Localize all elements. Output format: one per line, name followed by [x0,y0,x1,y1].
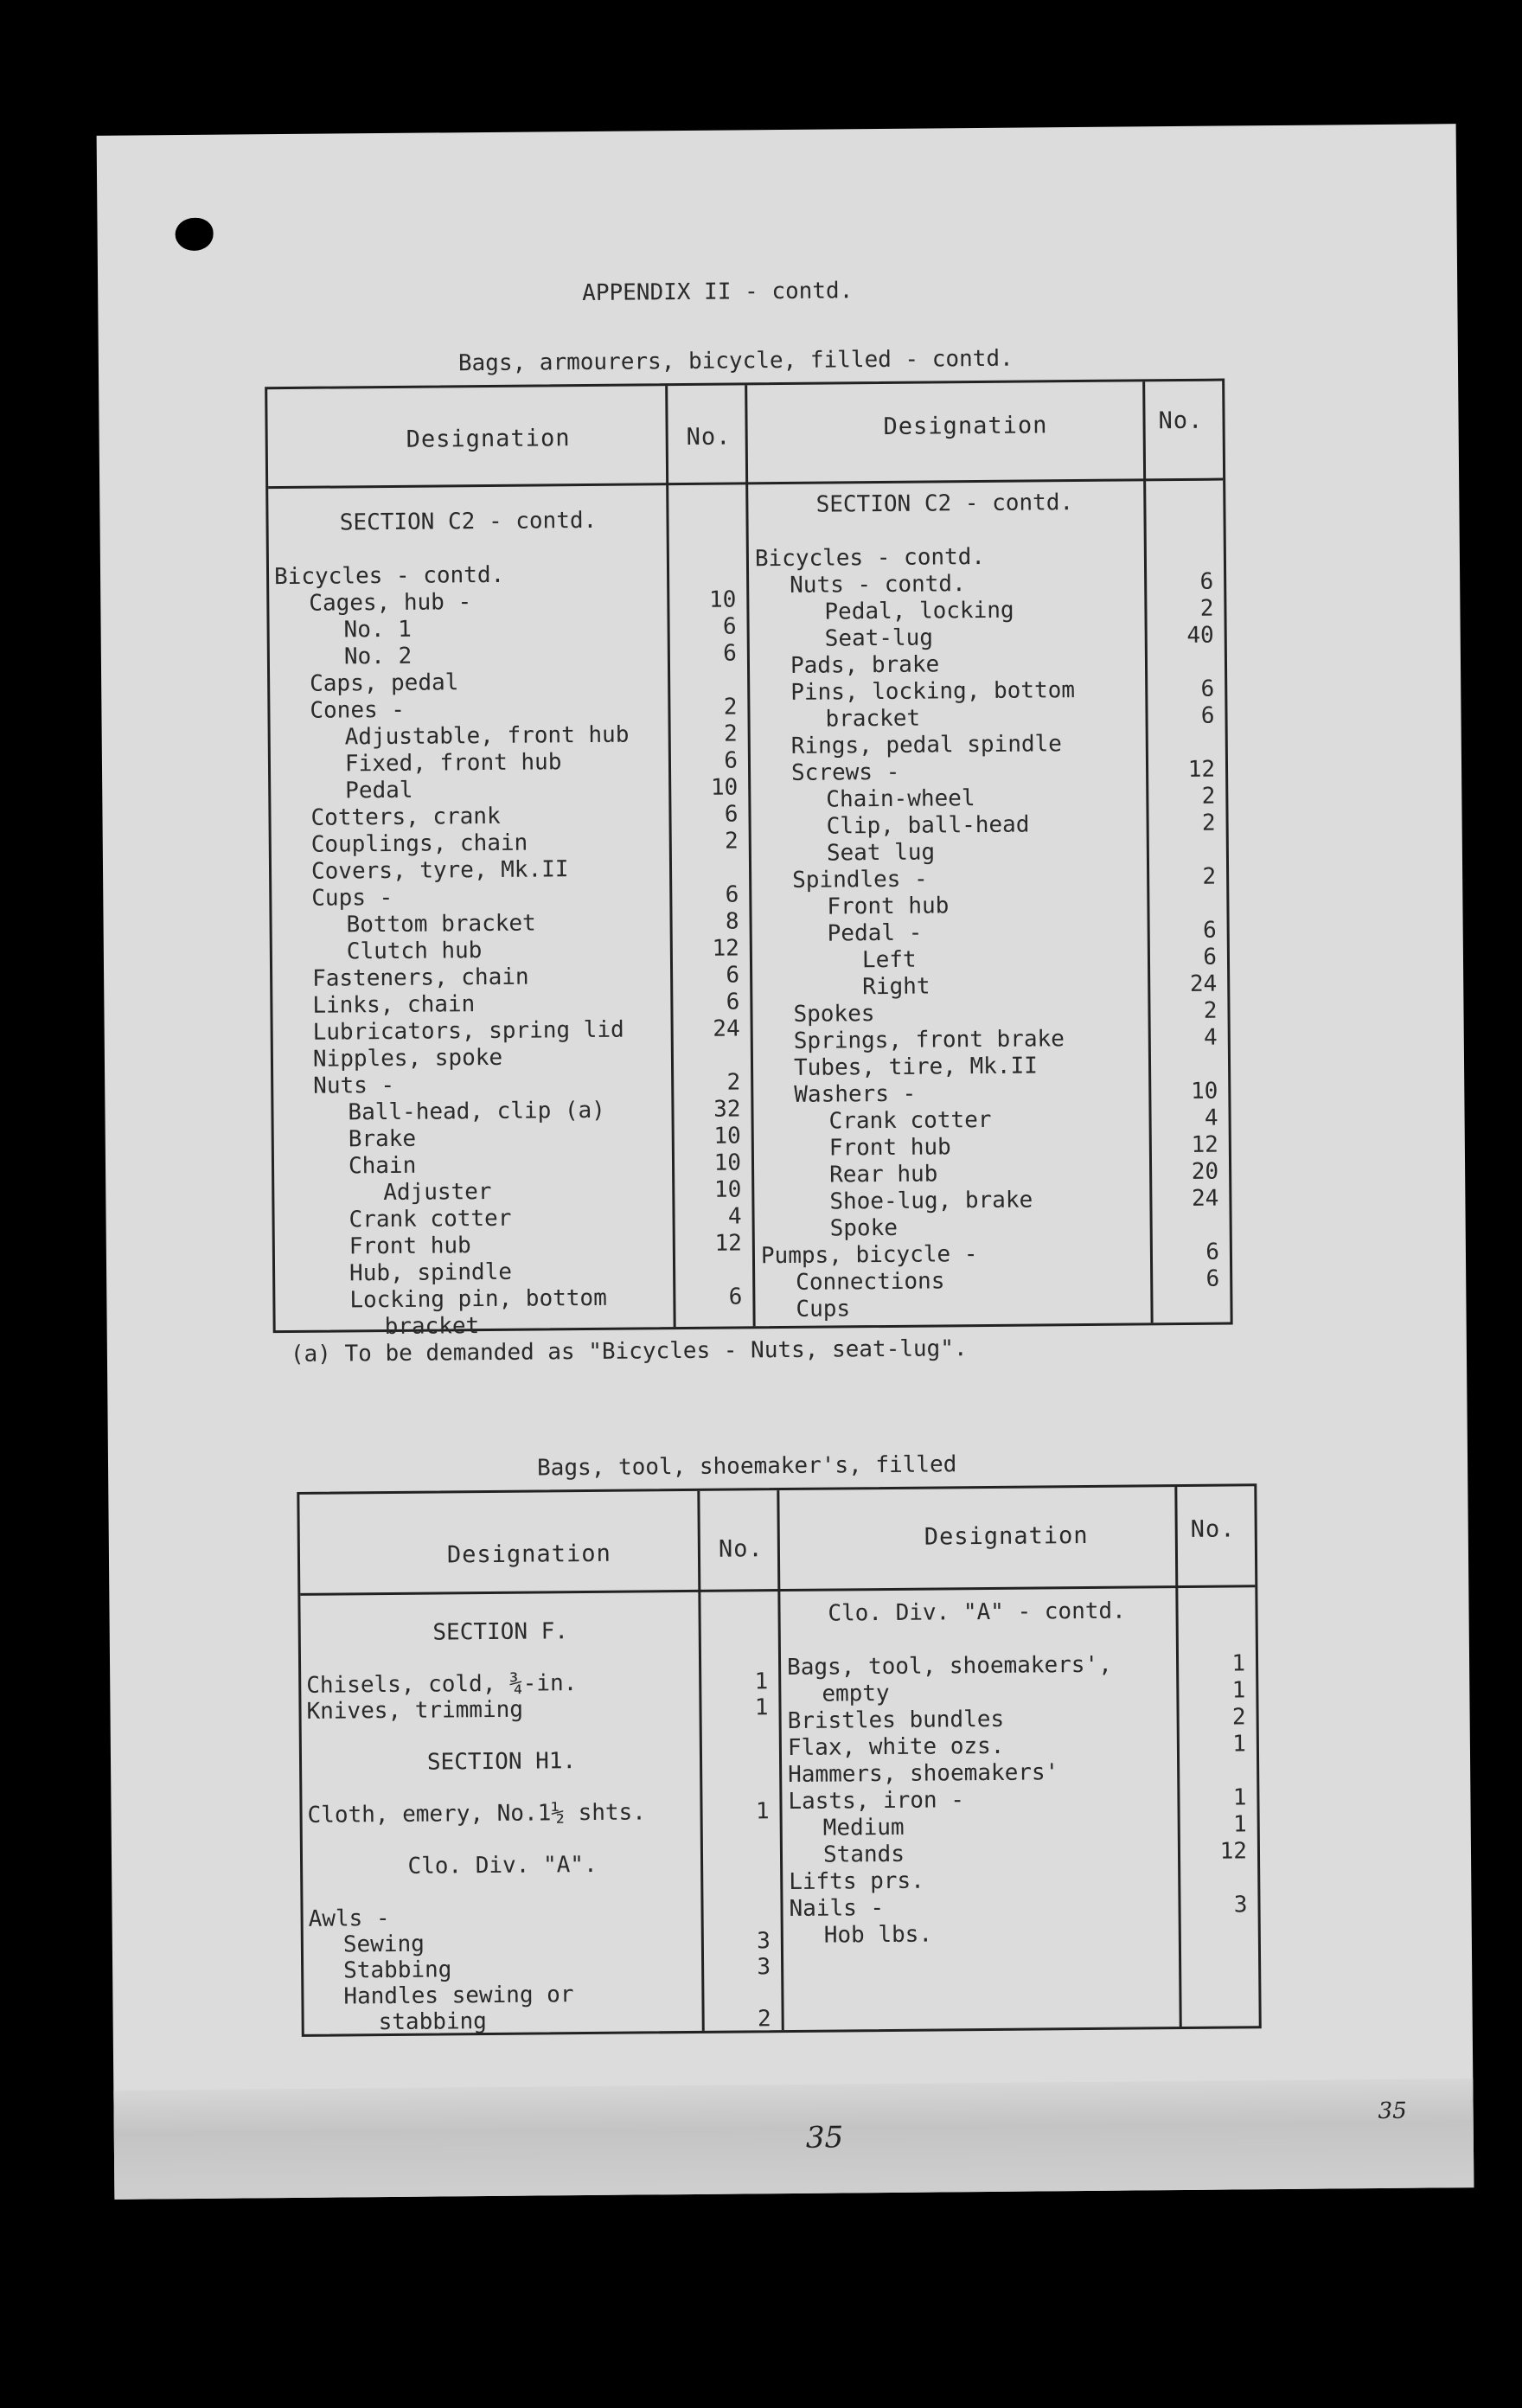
table1-header-designation-left: Designation [406,425,571,453]
table1-left-designation: Locking pin, bottom [349,1284,607,1314]
table2-left-quantity: 1 [754,1668,769,1695]
table2-right-designation: Bags, tool, shoemakers', [786,1651,1112,1681]
table1-right-designation: Spokes [793,1001,875,1028]
table1-left-designation: Cones - [310,696,406,724]
table1-left-designation: No. 2 [343,643,412,670]
table1-right-designation: Spoke [829,1214,898,1242]
table2-vrule-1 [697,1491,704,2031]
table1-left-quantity: 6 [726,989,740,1015]
table1-left-designation: Ball-head, clip (a) [348,1097,606,1126]
table1-vrule-3 [1142,381,1153,1322]
table1-left-designation: Nuts - [313,1072,395,1099]
table1-left-designation: Adjustable, front hub [344,721,630,751]
table1-left-quantity: 6 [724,801,739,828]
table1-right-designation: Spindles - [792,866,928,893]
table1-right-designation: Seat-lug [824,624,934,652]
table1-left-designation: SECTION C2 - contd. [339,507,598,536]
table1-left-quantity: 10 [713,1150,742,1176]
table1-right-designation: Front hub [828,1134,951,1162]
table2-header-designation-left: Designation [446,1540,611,1569]
table1-right-quantity: 4 [1204,1105,1218,1131]
table1-footnote: (a) To be demanded as "Bicycles - Nuts, seat-lug". [290,1335,968,1368]
table2-right-quantity: 1 [1232,1784,1247,1811]
table1-right-quantity: 4 [1203,1024,1218,1051]
table1-left-quantity: 10 [708,586,737,613]
table2-right-designation: Nails - [789,1895,885,1922]
table1-left-designation: bracket [384,1313,480,1341]
table1-right-designation: Connections [796,1268,945,1296]
table1-left-designation: Bottom bracket [346,910,536,938]
table1-left-quantity: 6 [728,1284,743,1310]
table2-left-designation: Knives, trimming [306,1696,524,1725]
table2-right-designation: Hammers, shoemakers' [788,1759,1059,1788]
table1-right-quantity: 6 [1202,917,1217,944]
table1-left-quantity: 24 [713,1015,740,1042]
table1-left-designation: Front hub [349,1233,471,1260]
table2-left-designation: Handles sewing or [343,1982,574,2010]
table1-left-designation: Links, chain [312,991,476,1019]
table1-caption: Bags, armourers, bicycle, filled - contd. [457,345,1014,377]
table2-left-quantity: 3 [757,1954,771,1981]
table1-left-designation: Hub, spindle [349,1258,513,1287]
table1-left-designation: Adjuster [383,1178,492,1207]
table1-left-designation: Nipples, spoke [312,1044,503,1073]
table2-right-designation: Medium [822,1814,905,1841]
table2-left-designation: SECTION F. [432,1618,569,1646]
table1-left-quantity: 2 [724,828,739,855]
table2-right-designation: Stands [822,1841,905,1868]
table1-right-quantity: 2 [1202,863,1217,890]
table2-right-quantity: 1 [1232,1731,1247,1758]
table2-left-designation: Awls - [308,1905,390,1932]
table1-right-designation: Screws - [790,759,900,786]
table1-right-designation: Left [861,946,917,974]
table1-left-quantity: 32 [713,1096,741,1123]
table1-left-quantity: 6 [722,613,737,640]
table1-right-quantity: 20 [1191,1158,1219,1185]
table1-right-quantity: 6 [1200,702,1215,729]
table2-header-designation-right: Designation [924,1521,1089,1551]
table1-header-no-right: No. [1158,407,1204,435]
table2-right-designation: Lasts, iron - [788,1787,965,1815]
table2-right-quantity: 2 [1231,1704,1246,1731]
table1-right-designation: Pedal - [827,919,923,947]
table2-right-designation: empty [822,1680,890,1707]
table1-right-quantity: 2 [1199,595,1214,622]
table1-right-designation: Chain-wheel [826,785,975,813]
table2 [297,1483,1261,2037]
table2-vrule-3 [1174,1487,1181,2027]
table1-right-designation: Pedal, locking [824,597,1014,625]
table1-right-quantity: 12 [1187,756,1216,783]
table2-right-quantity: 1 [1231,1677,1246,1704]
table1-right-designation: Front hub [827,893,950,920]
table1-right-quantity: 40 [1186,622,1214,649]
table1 [265,379,1233,1341]
appendix-title: APPENDIX II - contd. [582,278,854,307]
table1-left-designation: Chain [348,1152,417,1180]
table1-left-quantity: 6 [725,881,739,908]
table1-vrule-1 [665,386,675,1327]
table1-left-designation: Lubricators, spring lid [312,1016,624,1046]
table1-left-quantity: 6 [723,640,738,667]
table1-left-designation: Cups - [311,884,393,912]
table2-right-designation: Hob lbs. [823,1921,933,1949]
document-page [97,124,1474,2200]
punch-hole [175,218,213,251]
table1-right-designation: Crank cotter [828,1106,992,1135]
table1-right-designation: Nuts - contd. [790,571,966,599]
table2-left-designation: SECTION H1. [426,1748,577,1776]
table1-right-designation: SECTION C2 - contd. [815,490,1074,518]
table1-right-designation: bracket [825,705,921,733]
table1-left-designation: Crank cotter [349,1205,512,1233]
table1-right-quantity: 2 [1201,783,1216,810]
table1-left-quantity: 2 [723,694,738,720]
table2-header-no-right: No. [1190,1515,1236,1543]
table1-right-designation: Rings, pedal spindle [790,731,1063,759]
table2-right-quantity: 12 [1219,1838,1248,1865]
table2-right-designation: Lifts prs. [789,1867,924,1895]
table1-left-quantity: 4 [727,1203,742,1230]
table2-left-designation: Clo. Div. "A". [407,1851,598,1880]
table1-left-designation: Caps, pedal [310,669,459,697]
table1-left-quantity: 8 [725,908,739,935]
table1-right-designation: Pads, brake [790,651,940,679]
table1-left-quantity: 2 [723,720,738,747]
table1-header-designation-right: Designation [883,412,1048,440]
table1-right-quantity: 24 [1189,970,1218,997]
table2-left-quantity: 1 [755,1798,770,1825]
table1-left-quantity: 12 [714,1230,742,1257]
table1-left-designation: No. 1 [343,616,412,644]
table2-right-designation: Clo. Div. "A" - contd. [828,1598,1126,1627]
table1-right-designation: Pumps, bicycle - [760,1241,978,1270]
scan-shadow [113,2078,1474,2200]
table1-right-quantity: 2 [1201,810,1216,836]
table1-left-designation: Covers, tyre, Mk.II [310,856,569,885]
table1-vrule-2 [745,385,755,1326]
table1-right-quantity: 6 [1205,1239,1220,1265]
table1-left-designation: Cotters, crank [310,803,501,831]
table1-right-quantity: 6 [1205,1265,1220,1292]
table1-right-designation: Bicycles - contd. [754,543,986,573]
table2-caption: Bags, tool, shoemaker's, filled [536,1451,957,1482]
table2-right-quantity: 1 [1232,1811,1247,1838]
table1-right-designation: Pins, locking, bottom [790,677,1076,706]
table1-right-designation: Rear hub [829,1161,938,1188]
table1-left-designation: Bicycles - contd. [273,561,505,591]
table1-right-designation: Washers - [794,1080,917,1108]
table2-right-quantity: 3 [1233,1892,1248,1918]
table2-header-no-left: No. [718,1535,764,1563]
table1-right-quantity: 24 [1191,1185,1219,1212]
table1-right-designation: Springs, front brake [793,1026,1065,1054]
table1-left-quantity: 10 [710,774,739,801]
table2-left-quantity: 2 [757,2006,771,2033]
table1-left-quantity: 6 [726,962,740,989]
table1-right-quantity: 6 [1199,568,1214,595]
table1-left-quantity: 6 [724,747,739,774]
table1-left-quantity: 10 [713,1123,741,1150]
table1-right-designation: Seat lug [826,839,936,867]
table2-vrule-2 [777,1490,783,2030]
table1-left-designation: Brake [348,1125,417,1153]
table1-right-designation: Shoe-lug, brake [829,1187,1033,1215]
table2-left-quantity: 1 [754,1694,769,1721]
table1-right-designation: Clip, ball-head [826,811,1030,840]
table1-left-designation: Couplings, chain [310,829,528,858]
table1-header-no-left: No. [686,423,732,451]
page-number-corner: 35 [1378,2097,1407,2125]
table1-right-quantity: 2 [1203,997,1218,1024]
table2-left-quantity: 3 [757,1928,771,1955]
table2-left-designation: stabbing [378,2008,488,2036]
table2-right-designation: Flax, white ozs. [787,1732,1005,1761]
page-number-handwritten: 35 [805,2120,844,2155]
table2-right-quantity: 1 [1231,1650,1246,1677]
table1-left-quantity: 10 [713,1176,742,1203]
table1-left-designation: Fasteners, chain [312,964,529,992]
table1-left-designation: Pedal [345,777,413,804]
table1-left-designation: Cages, hub - [309,589,472,617]
table1-left-quantity: 2 [726,1069,741,1096]
table1-right-quantity: 12 [1191,1131,1218,1158]
table2-left-designation: Stabbing [343,1956,452,1984]
table1-right-quantity: 6 [1200,676,1215,702]
table1-right-designation: Right [862,973,930,1001]
table2-left-designation: Chisels, cold, ¾-in. [306,1670,578,1699]
table2-left-designation: Sewing [342,1931,425,1958]
table1-left-quantity: 12 [712,935,739,962]
table2-left-designation: Cloth, emery, No.1½ shts. [307,1799,647,1828]
table1-right-designation: Cups [796,1296,851,1322]
table1-right-quantity: 6 [1203,944,1218,970]
table1-right-designation: Tubes, tire, Mk.II [793,1053,1038,1081]
table1-left-designation: Clutch hub [346,938,483,965]
table2-right-designation: Bristles bundles [787,1706,1005,1735]
table1-left-designation: Fixed, front hub [344,749,562,778]
table1-right-quantity: 10 [1190,1078,1218,1105]
